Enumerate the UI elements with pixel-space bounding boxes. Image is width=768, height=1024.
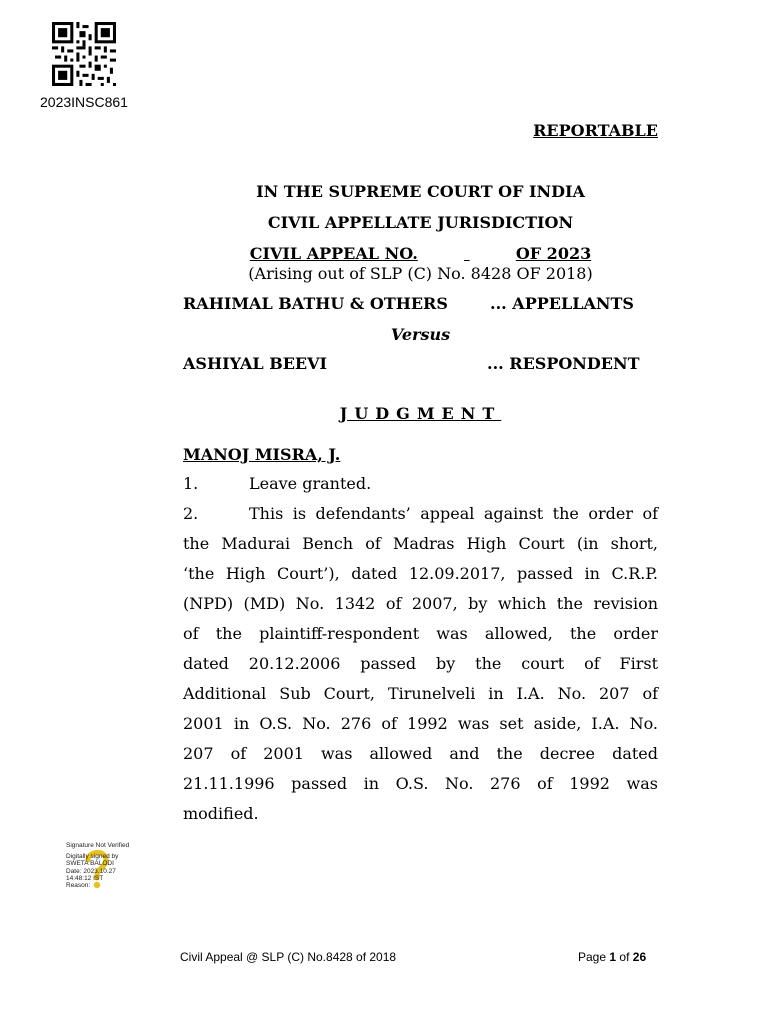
page-current: 1 [609, 950, 617, 964]
paragraph-1 [183, 469, 658, 499]
signature-line: Digitally signed by [66, 853, 119, 861]
paragraph-2-line: of the plaintiff-respondent was allowed, the order [183, 624, 658, 643]
paragraph-2-first-text: This is defendants’ appeal against the order of [249, 504, 658, 523]
signature-line: 14:48:12 IST [66, 874, 104, 882]
signature-title: Signature Not Verified [66, 842, 130, 849]
appellant-role: ... APPELLANTS [490, 294, 634, 313]
paragraph-2-line: (NPD) (MD) No. 1342 of 2007, by which the revision [183, 594, 658, 613]
paragraph-2-line: dated 20.12.2006 passed by the court of First [183, 654, 658, 673]
paragraph-2-number: 2. [183, 504, 199, 523]
appellant-name: RAHIMAL BATHU & OTHERS [183, 294, 448, 313]
paragraph-2-line: 2001 in O.S. No. 276 of 1992 was set aside, I.A. No. [183, 714, 658, 733]
case-number-blank [418, 244, 516, 263]
respondent-role: ... RESPONDENT [487, 354, 640, 373]
judge-name: MANOJ MISRA, J. [183, 445, 341, 464]
paragraph-2-line: Additional Sub Court, Tirunelveli in I.A. No. 207 of [183, 684, 658, 703]
paragraph-2-line: 21.11.1996 passed in O.S. No. 276 of 1992 was [183, 774, 658, 793]
paragraph-1-text: Leave granted. [249, 474, 372, 493]
case-number [183, 244, 658, 263]
qr-code-icon [52, 22, 116, 86]
paragraph-2-line: the Madurai Bench of Madras High Court (in short, [183, 534, 658, 553]
court-name: IN THE SUPREME COURT OF INDIA [256, 182, 585, 201]
footer-case-reference: Civil Appeal @ SLP (C) No.8428 of 2018 [180, 950, 397, 964]
case-number-label: CIVIL APPEAL NO. [249, 244, 418, 263]
arising-out-of: (Arising out of SLP (C) No. 8428 OF 2018) [248, 264, 593, 283]
page-indicator [578, 950, 646, 964]
respondent-name: ASHIYAL BEEVI [183, 354, 328, 373]
signature-line: Reason: [66, 882, 91, 890]
paragraph-2-line: 207 of 2001 was allowed and the decree dated [183, 744, 658, 763]
jurisdiction: CIVIL APPELLATE JURISDICTION [267, 213, 574, 232]
signature-block [66, 842, 136, 890]
judgment-heading-wrap [183, 404, 658, 423]
case-number-year: OF 2023 [515, 244, 592, 263]
page-total: 26 [632, 950, 647, 964]
paragraph-2-last-line: modified. [183, 804, 259, 823]
page-of: of [619, 950, 630, 964]
judgment-heading: JUDGMENT [339, 404, 502, 423]
page-label: Page [578, 950, 607, 964]
signature-line: SWETA BALODI [66, 860, 114, 868]
versus-label: Versus [390, 325, 451, 344]
citation-number: 2023INSC861 [40, 94, 128, 110]
signature-line: Date: 2023.10.27 [66, 867, 116, 875]
paragraph-2-line: ‘the High Court’), dated 12.09.2017, passed in C.R.P. [183, 564, 658, 583]
paragraph-1-number: 1. [183, 474, 199, 493]
reportable-label: REPORTABLE [533, 121, 658, 140]
paragraph-2-first-line [183, 499, 658, 529]
